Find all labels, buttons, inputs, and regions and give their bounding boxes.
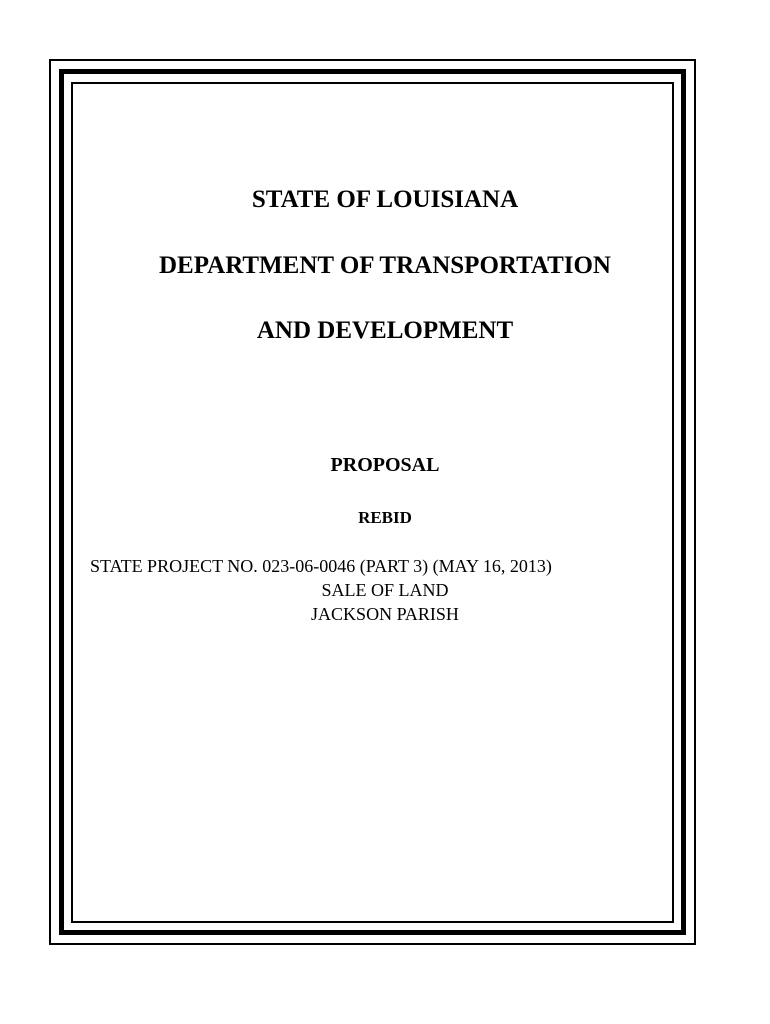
- project-info-block: [87, 554, 683, 626]
- department-heading-continued: AND DEVELOPMENT: [256, 317, 514, 344]
- department-heading: DEPARTMENT OF TRANSPORTATION: [159, 252, 611, 279]
- rebid-label: REBID: [358, 508, 412, 527]
- parish-name: JACKSON PARISH: [311, 604, 459, 624]
- document-type-title: PROPOSAL: [330, 454, 440, 476]
- project-number: STATE PROJECT NO. 023-06-0046 (PART 3) (MAY 16, 2013): [90, 556, 552, 576]
- project-description: SALE OF LAND: [321, 580, 449, 600]
- state-heading: STATE OF LOUISIANA: [251, 186, 519, 213]
